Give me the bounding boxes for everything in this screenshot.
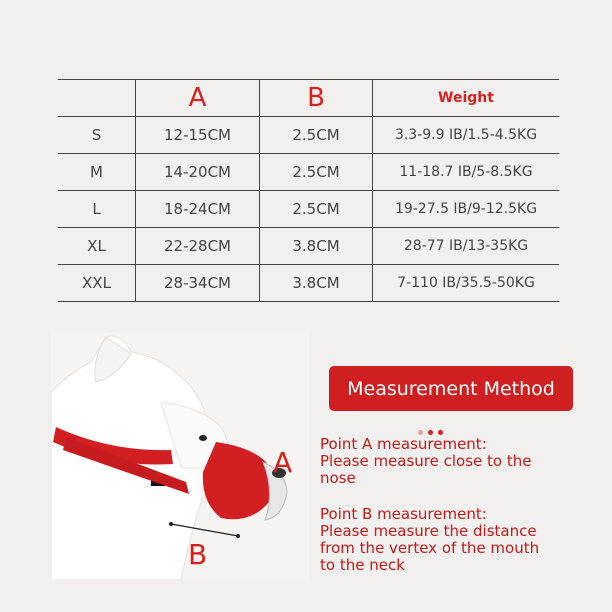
table-row bbox=[58, 228, 559, 265]
size-cell: M bbox=[58, 154, 136, 191]
dog-muzzle-photo bbox=[51, 332, 309, 580]
b-cell: 3.8CM bbox=[260, 265, 373, 302]
point-b-description bbox=[320, 506, 600, 574]
point-a-heading: Point A measurement: bbox=[320, 435, 487, 453]
weight-cell: 7-110 IB/35.5-50KG bbox=[373, 265, 560, 302]
label-b: B bbox=[188, 538, 208, 571]
b-cell: 3.8CM bbox=[260, 228, 373, 265]
size-cell: L bbox=[58, 191, 136, 228]
a-cell: 18-24CM bbox=[136, 191, 260, 228]
b-cell: 2.5CM bbox=[260, 191, 373, 228]
weight-cell: 3.3-9.9 IB/1.5-4.5KG bbox=[373, 117, 560, 154]
a-cell: 28-34CM bbox=[136, 265, 260, 302]
size-cell: XXL bbox=[58, 265, 136, 302]
muzzle bbox=[203, 442, 272, 519]
point-b-line: Please measure the distance bbox=[320, 522, 537, 540]
measurement-method-banner bbox=[329, 366, 573, 411]
table-header-row bbox=[58, 80, 559, 117]
weight-cell: 11-18.7 IB/5-8.5KG bbox=[373, 154, 560, 191]
table-row bbox=[58, 191, 559, 228]
header-b: B bbox=[260, 80, 373, 117]
header-a: A bbox=[136, 80, 260, 117]
header-weight: Weight bbox=[373, 80, 560, 117]
header-size bbox=[58, 80, 136, 117]
table-row bbox=[58, 265, 559, 302]
point-b-line: from the vertex of the mouth bbox=[320, 539, 540, 557]
a-cell: 22-28CM bbox=[136, 228, 260, 265]
point-b-heading: Point B measurement: bbox=[320, 505, 487, 523]
size-cell: S bbox=[58, 117, 136, 154]
point-a-line: nose bbox=[320, 469, 356, 487]
size-chart-table bbox=[58, 79, 559, 302]
measurement-method-title: Measurement Method bbox=[347, 377, 555, 400]
weight-cell: 19-27.5 IB/9-12.5KG bbox=[373, 191, 560, 228]
table-row bbox=[58, 154, 559, 191]
table-row bbox=[58, 117, 559, 154]
weight-cell: 28-77 IB/13-35KG bbox=[373, 228, 560, 265]
size-cell: XL bbox=[58, 228, 136, 265]
point-a-line: Please measure close to the bbox=[320, 452, 532, 470]
a-cell: 14-20CM bbox=[136, 154, 260, 191]
point-a-description bbox=[320, 436, 600, 487]
a-cell: 12-15CM bbox=[136, 117, 260, 154]
b-cell: 2.5CM bbox=[260, 154, 373, 191]
point-b-line: to the neck bbox=[320, 556, 405, 574]
label-a: A bbox=[273, 446, 293, 479]
b-cell: 2.5CM bbox=[260, 117, 373, 154]
dog-illustration bbox=[51, 332, 309, 580]
dog-eye bbox=[199, 435, 207, 441]
